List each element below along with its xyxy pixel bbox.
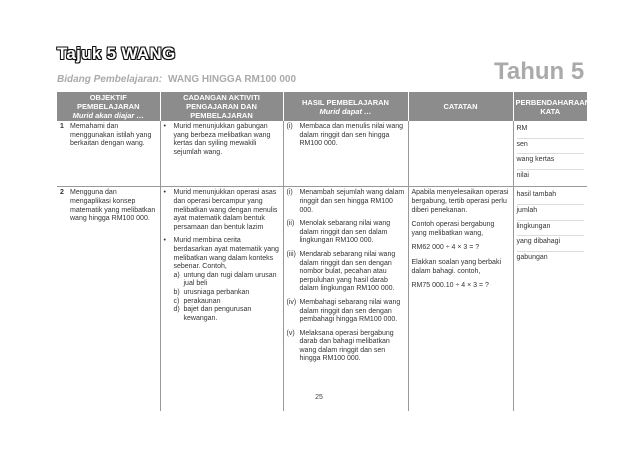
page-title: Tajuk 5 WANG [57, 44, 176, 63]
learning-area-value: WANG HINGGA RM100 000 [168, 74, 297, 85]
learning-area [57, 74, 296, 85]
vocab-item: sen [517, 139, 585, 155]
year-label: Tahun 5 [494, 58, 585, 85]
vocab-item: gabungan [516, 253, 548, 261]
vocab-cell [513, 121, 587, 187]
header-hasil: HASIL PEMBELAJARAN Murid dapat … [283, 92, 408, 121]
learning-area-label: Bidang Pembelajaran: [57, 74, 163, 85]
objektif-cell: 1 Memahami dan menggunakan istilah yang berkaitan dengan wang. [57, 121, 160, 187]
objektif-cell: 2 Mengguna dan mengaplikasi konsep matematik yang melibatkan wang hingga RM100 000. [60, 189, 156, 223]
vocab-item: nilai [516, 171, 529, 179]
vocab-item: hasil tambah [517, 189, 585, 205]
vocab-item: RM [517, 123, 585, 139]
hasil-cell: (i) Menambah sejumlah wang dalam ringgit dan sen hingga RM100 000. (ii) Menolak sebarang nilai wang dalam ringgit dan sen dalam lingkungan RM100 000. (iii) Mendarab sebarang nilai wang dalam ringgit dan sen dengan nombor bulat, pecahan atau perpuluhan yang hasil darab dalam lingkungan RM100 000. (iv) Membahagi sebarang nilai wang dalam ringgit dan sen dengan pembahagi hingga RM100 000. (v) Melaksana operasi bergabung darab dan bahagi melibatkan wang dalam ringgit dan sen hingga RM100 000. [283, 187, 408, 412]
syllabus-table [57, 92, 591, 411]
vocab-cell [513, 187, 587, 412]
vocab-item: wang kertas [517, 154, 585, 170]
catatan-cell: Apabila menyelesaikan operasi bergabung, tertib operasi perlu diberi penekanan. Contoh operasi bergabung yang melibatkan wang, RM62 000 ÷ 4 × 3 = ? Elakkan soalan yang berbaki dalam bahagi. contoh, RM75 000.10 ÷ 4 × 3 = ? [408, 187, 513, 412]
catatan-cell [408, 121, 513, 187]
header-perbendaharaan: PERBENDAHARAAN KATA [513, 92, 587, 121]
hasil-cell: (i) Membaca dan menulis nilai wang dalam ringgit dan sen hingga RM100 000. [283, 121, 408, 187]
header-catatan: CATATAN [408, 92, 513, 121]
cadangan-cell: • Murid menunjukkan operasi asas dan operasi bercampur yang melibatkan wang dengan menulis ayat matematik dalam bentuk persamaan dan bentuk lazim • Murid membina cerita berdasarkan ayat matematik yang melibatkan wang dalam konteks sebenar. Contoh, a) untung dan rugi dalam urusan jual beli b) urusniaga perbankan c) perakaunan d) bajet dan pengurusan kewangan. [160, 187, 283, 412]
header-cadangan: CADANGAN AKTIVITI PENGAJARAN DAN PEMBELAJARAN [160, 92, 283, 121]
table-row [57, 187, 587, 412]
vocab-item: lingkungan [517, 221, 585, 237]
table-row [57, 121, 587, 187]
vocab-item: yang dibahagi [517, 236, 585, 252]
vocab-item: jumlah [517, 205, 585, 221]
page-number: 25 [315, 394, 323, 401]
cadangan-cell: • Murid menunjukkan gabungan yang berbeza melibatkan wang kertas dan syiling mewakili sejumlah wang. [160, 121, 283, 187]
header-objektif: OBJEKTIF PEMBELAJARAN Murid akan diajar … [57, 92, 160, 121]
table-header-row [57, 92, 587, 121]
